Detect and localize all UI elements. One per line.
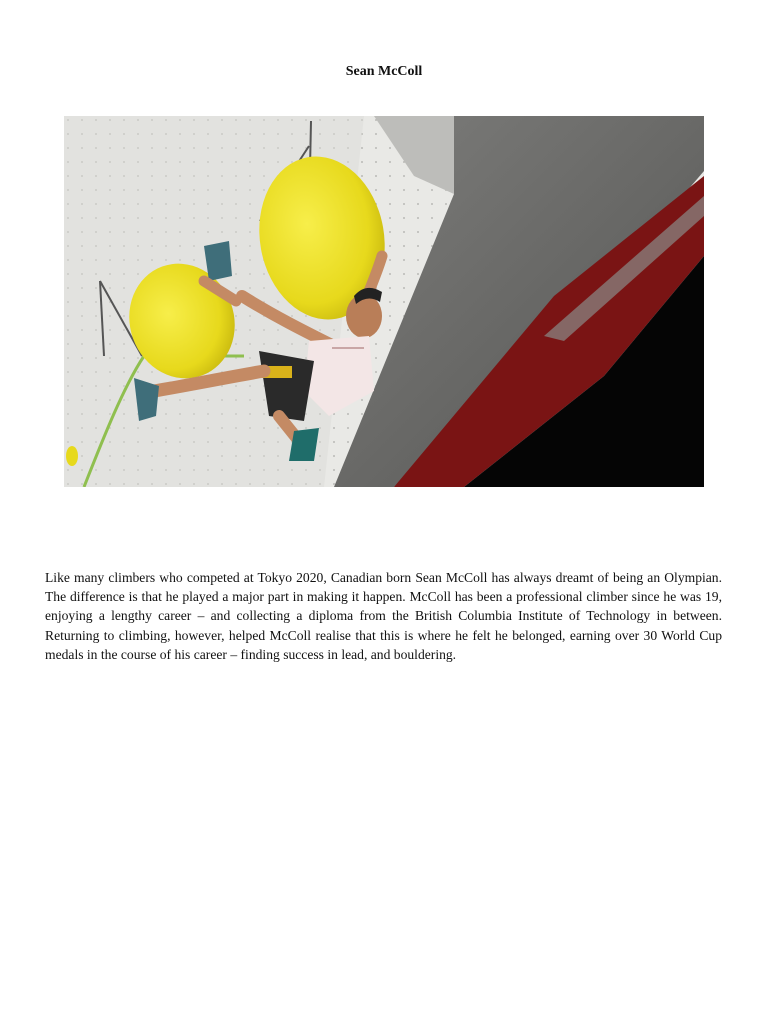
page-title: Sean McColl [345, 64, 423, 79]
climber-illustration [64, 116, 704, 487]
body-paragraph: Like many climbers who competed at Tokyo 2020, Canadian born Sean McColl has always dreamt of being an Olympian. The difference is that he played a major part in making it happen. McColl has been a professional climber since he was 19, enjoying a lengthy career – and collecting a diploma from the British Columbia Institute of Technology in between. Returning to climbing, however, helped McColl realise that this is where he felt he belonged, earning over 30 World Cup medals in the course of his career – finding success in lead, and bouldering. [45, 570, 722, 662]
climber-photo [64, 116, 704, 487]
small-yellow-hold [66, 446, 78, 466]
